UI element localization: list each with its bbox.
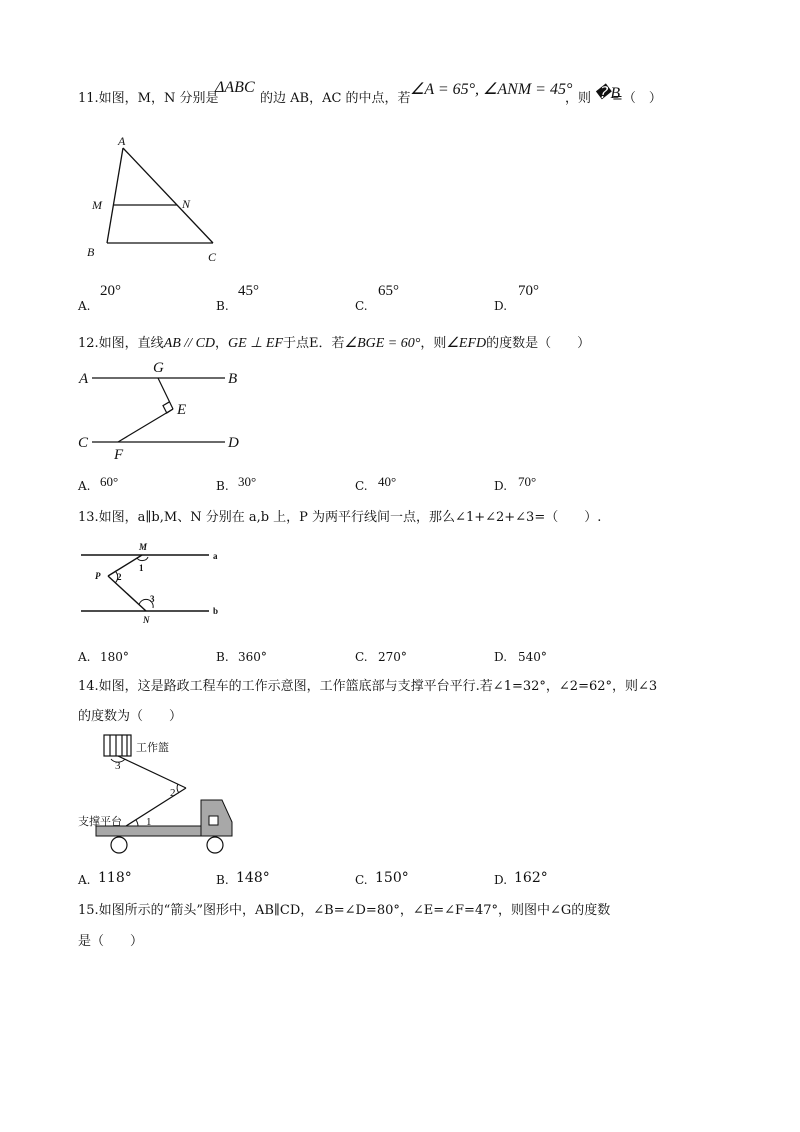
q14-front-wheel xyxy=(207,837,223,853)
q14-upper-arm xyxy=(118,756,186,788)
q14-rear-wheel xyxy=(111,837,127,853)
q12-tail: 的度数是（ ） xyxy=(486,336,591,351)
q13-option-d-value[interactable]: 540° xyxy=(518,650,547,664)
q11-then: ，则 xyxy=(565,91,592,106)
q15-stem-line2: 是（ ） xyxy=(78,934,144,949)
q14-stem-line2: 的度数为（ ） xyxy=(78,709,183,724)
q12-label-f: F xyxy=(114,447,124,463)
q14-cab-window xyxy=(209,816,218,825)
q13-option-b-letter[interactable]: B. xyxy=(216,650,229,664)
q11-prefix: 11.如图，M，N 分别是 xyxy=(78,91,219,106)
q12-angle-efd: ∠EFD xyxy=(446,336,487,351)
q11-option-a-letter[interactable]: A. xyxy=(78,299,91,313)
q11-option-c-value[interactable]: 65° xyxy=(378,283,399,299)
q11-triangle-symbol: ΔABC xyxy=(215,79,255,96)
q14-option-b-letter[interactable]: B. xyxy=(216,873,229,887)
q12-segment-ef xyxy=(118,409,173,442)
q13-label-a: a xyxy=(213,551,218,561)
q14-label-1: 1 xyxy=(146,816,152,828)
q13-label-b: b xyxy=(213,606,219,616)
q14-lower-arm xyxy=(126,788,186,826)
q13-option-c-letter[interactable]: C. xyxy=(355,650,368,664)
q14-label-platform: 支撑平台 xyxy=(78,816,122,828)
q14-options xyxy=(78,870,638,892)
q14-option-d-letter[interactable]: D. xyxy=(494,873,508,887)
q13-segment-pn xyxy=(108,576,146,611)
q14-option-b-value[interactable]: 148° xyxy=(236,870,270,886)
q12-parallel-figure xyxy=(70,355,260,465)
q13-label-3: 3 xyxy=(150,594,155,604)
q11-mid-text: 的边 AB，AC 的中点，若 xyxy=(260,91,411,106)
q14-angle-1-arc xyxy=(136,820,138,826)
q15-stem-line1: 15.如图所示的“箭头”图形中，AB∥CD，∠B=∠D=80°，∠E=∠F=47°，则图中∠G的度数 xyxy=(78,903,611,918)
q14-stem-line1: 14.如图，这是路政工程车的工作示意图，工作篮底部与支撑平台平行.若∠1=32°，∠2=62°，则∠3 xyxy=(78,679,658,694)
q11-option-b-letter[interactable]: B. xyxy=(216,299,229,313)
q13-option-a-value[interactable]: 180° xyxy=(100,650,129,664)
q11-option-c-letter[interactable]: C. xyxy=(355,299,368,313)
q14-angle-2-arc xyxy=(177,784,179,793)
q12-label-g: G xyxy=(153,360,164,376)
q13-label-n: N xyxy=(143,615,150,625)
q11-label-n: N xyxy=(182,197,191,211)
q12-prefix: 12.如图，直线 xyxy=(78,336,164,351)
q11-side-ab xyxy=(107,148,123,243)
q14-option-a-value[interactable]: 118° xyxy=(98,870,132,886)
q14-option-c-value[interactable]: 150° xyxy=(375,870,409,886)
q12-label-b: B xyxy=(228,371,238,387)
q11-condition: ∠A = 65°, ∠ANM = 45° xyxy=(410,81,573,98)
q13-label-1: 1 xyxy=(139,563,144,573)
q13-option-b-value[interactable]: 360° xyxy=(238,650,267,664)
q13-option-d-letter[interactable]: D. xyxy=(494,650,508,664)
q11-side-ac xyxy=(123,148,213,243)
q12-then: ，则 xyxy=(420,336,447,351)
q13-label-p: P xyxy=(95,571,101,581)
q11-option-a-value[interactable]: 20° xyxy=(100,283,121,299)
q14-option-c-letter[interactable]: C. xyxy=(355,873,368,887)
q12-angle-bge: ∠BGE = 60° xyxy=(344,336,421,351)
q14-label-3: 3 xyxy=(115,760,121,772)
q14-option-a-letter[interactable]: A. xyxy=(78,873,91,887)
q14-label-basket: 工作篮 xyxy=(136,742,169,754)
q11-stem xyxy=(78,90,219,108)
q12-option-b-value[interactable]: 30° xyxy=(238,474,257,489)
q12-option-d-value[interactable]: 70° xyxy=(518,474,537,489)
q13-stem: 13.如图，a∥b,M、N 分别在 a,b 上，P 为两平行线间一点，那么∠1+∠2+∠3=（ ）. xyxy=(78,510,602,525)
q13-option-c-value[interactable]: 270° xyxy=(378,650,407,664)
q11-label-m: M xyxy=(92,198,102,212)
q13-options xyxy=(78,650,638,670)
q13-option-a-letter[interactable]: A. xyxy=(78,650,91,664)
q11-blank: =（ ） xyxy=(612,91,662,106)
q12-label-a: A xyxy=(79,371,89,387)
q11-triangle-figure xyxy=(80,130,240,270)
q11-label-a: A xyxy=(118,134,126,148)
q12-parallel: AB // CD xyxy=(163,336,216,351)
q13-label-2: 2 xyxy=(117,572,122,582)
q11-label-c: C xyxy=(208,250,217,264)
q12-label-d: D xyxy=(228,435,239,451)
q13-label-m: M xyxy=(139,542,148,552)
q12-option-b-letter[interactable]: B. xyxy=(216,479,229,493)
q13-figure xyxy=(75,538,235,630)
q12-option-c-letter[interactable]: C. xyxy=(355,479,368,493)
q12-stem xyxy=(78,335,590,353)
q12-mid: 于点E．若 xyxy=(283,336,345,351)
q12-option-a-letter[interactable]: A. xyxy=(78,479,91,493)
q12-option-d-letter[interactable]: D. xyxy=(494,479,508,493)
q12-label-e: E xyxy=(177,402,187,418)
q11-option-d-value[interactable]: 70° xyxy=(518,283,539,299)
q14-option-d-value[interactable]: 162° xyxy=(514,870,548,886)
q11-label-b: B xyxy=(87,245,95,259)
q12-option-c-value[interactable]: 40° xyxy=(378,474,397,489)
q12-options xyxy=(78,474,638,498)
q12-option-a-value[interactable]: 60° xyxy=(100,474,119,489)
q12-label-c: C xyxy=(78,435,89,451)
q12-perpendicular: GE ⊥ EF xyxy=(228,336,284,351)
q14-truck-figure xyxy=(74,732,244,858)
q11-options xyxy=(78,283,638,313)
q14-label-2: 2 xyxy=(170,787,176,799)
q11-target: �B xyxy=(594,85,621,102)
q12-sep: ， xyxy=(215,336,229,351)
q11-option-b-value[interactable]: 45° xyxy=(238,283,259,299)
q11-option-d-letter[interactable]: D. xyxy=(494,299,508,313)
